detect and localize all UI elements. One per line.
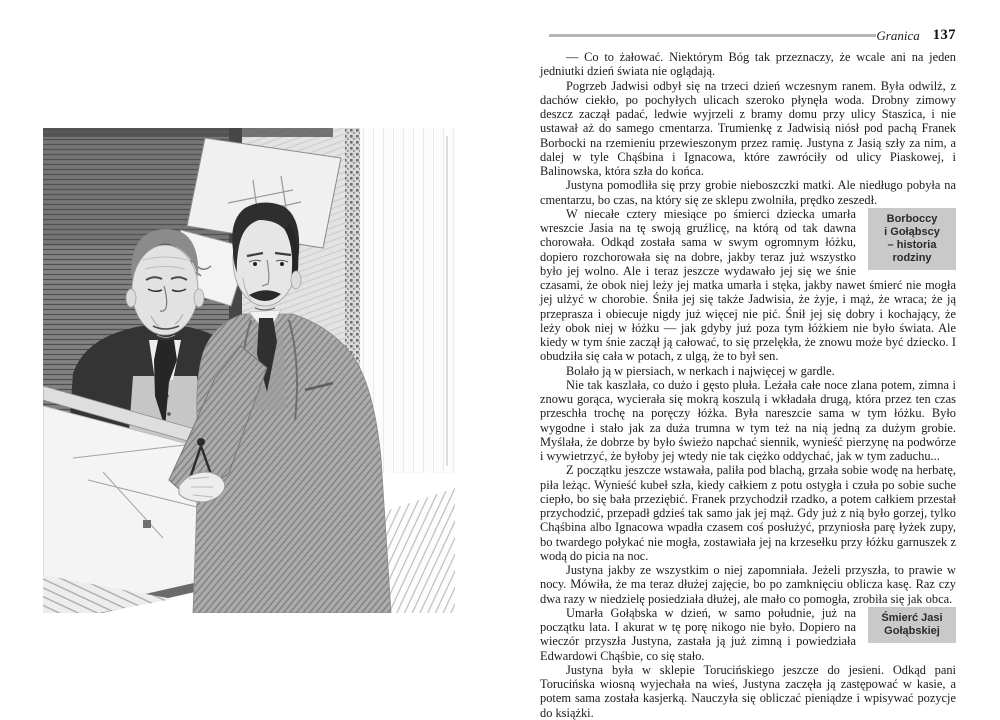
paragraph: Nie tak kaszlała, co dużo i gęsto pluła. Leżała całe noce zlana potem, zimna i znowu gorąca, wycierała się mokrą koszulą i wkładała drugą, która przez ten czas przeschła trochę na poręczy łóżka. Była nareszcie sama w tym łóżku. Było wygodne i stało jak za duża trumna w tym też na nią jedną za dużym grobie. Myślała, że dobrze by było świeżo napchać siennik, wynieść pierzynę na podwórze i wywietrzyć, że byłoby jej wtedy nie tak ciężko oddychać, jak w tym zaduchu... <box>540 377 956 463</box>
book-title: Granica <box>876 27 920 43</box>
header-rule <box>549 34 876 37</box>
illustration <box>43 128 455 613</box>
left-page <box>0 0 500 712</box>
note-line: Śmierć Jasi <box>881 611 943 624</box>
note-line: Borboccy <box>886 212 938 225</box>
paragraph: Bolało ją w piersiach, w nerkach i najwięcej w gardle. <box>566 363 835 378</box>
body-text <box>540 50 956 720</box>
pencil-drawing-illustration <box>43 128 455 613</box>
margin-note-family-history <box>868 208 956 270</box>
paragraph: Justyna pomodliła się przy grobie nieboszczki matki. Ale niedługo pobyła na cmentarzu, bo czas, na który się ze sklepu zwolniła, prędko zeszedł. <box>540 178 956 207</box>
right-page <box>540 0 956 720</box>
paragraph: Z początku jeszcze wstawała, paliła pod blachą, grzała sobie wodę na herbatę, piła leżąc. Wynieść kubeł szła, kiedy całkiem z potu ostygła i czuła po sobie suche ciepło, bo się bała przeziębić. Franek przychodził rzadko, a potem całkiem przestał przychodzić, przepadł gdzieś tak samo jak jej mąż. Gdy już z nią było gorzej, tylko Chąśbina albo Ignacowa wpadła czasem coś posłużyć, przyniosła parę łyżek zupy, bo twardego połykać nie mogła, zostawiała jej na krzesełku przy łóżku garnuszek z wodą do picia na noc. <box>540 463 956 563</box>
page-number: 137 <box>932 27 956 43</box>
paragraph: W niecałe cztery miesiące po śmierci dziecka umarła wreszcie Jasia na tę swoją gruźlicę, na którą od tak dawna chorowała. Odkąd została sama w swym ogromnym łóżku, dopiero rozchorowała się na dobre, jakby teraz już wszystko było jej wolno. Ale i teraz jeszcze wydawało jej się we śnie czasami, że obok niej leży jej matka umarła i stęka, jakby nawet śmierć nie mogła jej ulżyć w chorobie. Śniła jej się także Jadwisia, że żyje, i mąż, że wraca; że ją przeprasza i obiecuje nigdy już więcej nie pić. Śnił jej się dobry i kochający, że leży obok niej w łóżku — jak gdyby już poza tym łóżkiem nie było świata. Ale kiedy w tym śnie zaczął ją całować, to się przelękła, że znowu może być dziecko. I obudziła się cała w potach, z ulgą, że to był sen. <box>540 206 956 364</box>
note-line: Gołąbskiej <box>884 624 940 637</box>
paragraph-with-note <box>540 207 956 364</box>
note-line: i Gołąbscy <box>884 225 940 238</box>
running-head <box>540 27 956 44</box>
note-line: rodziny <box>892 251 932 264</box>
note-line: – historia <box>887 238 937 251</box>
paragraph: — Co to żałować. Niektórym Bóg tak przeznaczy, że wcale ani na jeden jedniutki dzień świata nie oglądają. <box>540 50 956 79</box>
paragraph-with-note <box>540 606 956 663</box>
paragraph: Pogrzeb Jadwisi odbył się na trzeci dzień wczesnym ranem. Była odwilż, z dachów ciekło, po pochyłych ulicach szeroko płynęła woda. Drobny zimowy deszcz zaczął padać, ledwie wyjrzeli z bramy domu przy ulicy Staszica, i nie ustawał aż do samego cmentarza. Trumienkę z Jadwisią niósł pod pachą Franek Borbocki na rzemieniu przewieszonym przez ramię. Justyna z Jasią szły za nim, a dalej w tyle Chąśbina i Ignacowa, które zawróciły od ulicy Piaskowej, i Balinowska, która szła do końca. <box>540 78 956 178</box>
paragraph: Justyna jakby ze wszystkim o niej zapomniała. Jeżeli przyszła, to prawie w nocy. Mówiła, że ma teraz dłużej zajęcie, bo po zamknięciu oblicza kasę. Raz czy dwa razy w niedzielę posiedziała dłużej, ale mało co pomogła, zrobiła się jak obca. <box>540 563 956 606</box>
margin-note-death <box>868 607 956 643</box>
paragraph: Justyna była w sklepie Torucińskiego jeszcze do jesieni. Odkąd pani Torucińska wiosną wyjechała na wieś, Justyna zaczęła ją zastępować w kasie, a potem sama została kasjerką. Nauczyła się obliczać pieniądze i wpisywać pozycje do książki. <box>540 662 956 720</box>
paragraph: Umarła Gołąbska w dzień, w samo południe, już na początku lata. I akurat w tę porę nikogo nie było. Dopiero na wieczór przyszła Justyna, zastała ją już zimną i powiedziała Edwardowi Chąśbie, co się stało. <box>540 605 856 663</box>
